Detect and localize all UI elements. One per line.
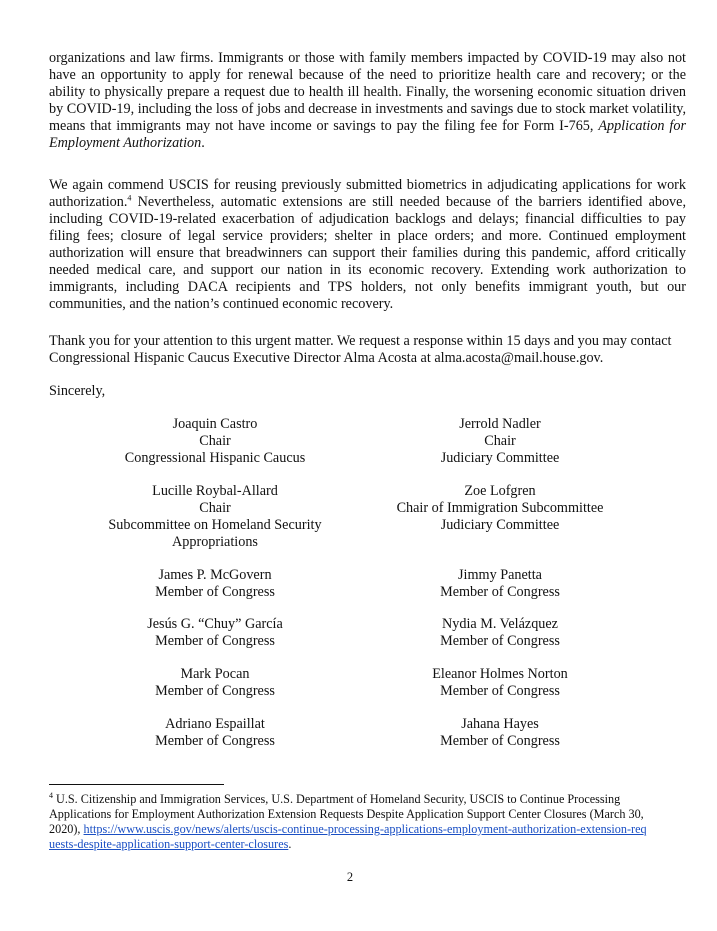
signatory-name: Joaquin Castro xyxy=(172,416,258,432)
footnote-divider xyxy=(49,784,224,785)
footnote xyxy=(49,792,649,852)
signatory-block xyxy=(360,716,640,750)
signatory-block xyxy=(360,483,640,534)
signatory-name: Adriano Espaillat xyxy=(165,716,265,732)
signatory-name: Jimmy Panetta xyxy=(458,567,542,583)
paragraph-1-end: . xyxy=(201,135,205,151)
signatory-block xyxy=(75,416,355,467)
signatory-title: Chair xyxy=(484,433,516,449)
signatory-title: Member of Congress xyxy=(440,733,560,749)
paragraph-economic-barriers xyxy=(49,50,686,152)
signatory-name: Eleanor Holmes Norton xyxy=(432,666,568,682)
paragraph-2-text-after-ref: Nevertheless, automatic extensions are still needed because of the barriers identified above, including COVID-19-related exacerbation of adjudication backlogs and delays; financial difficulties to pay filing fees; closure of legal service providers; shelter in place orders; and more. Continued employment authorization will ensure that breadwinners can support their families during this pandemic, afford critically needed medical care, and support our nation in its economic recovery. Extending work authorization to immigrants, including DACA recipients and TPS holders, not only benefits immigrant youth, but our communities, and the nation’s continued economic recovery. xyxy=(49,194,686,312)
signatory-title: Member of Congress xyxy=(155,633,275,649)
signatory-name: Lucille Roybal-Allard xyxy=(152,483,278,499)
signatory-title: Judiciary Committee xyxy=(440,450,560,466)
signatory-block xyxy=(360,416,640,467)
signatory-block xyxy=(360,666,640,700)
signatory-block xyxy=(75,616,355,650)
signatory-title: Member of Congress xyxy=(440,683,560,699)
closing-salutation: Sincerely, xyxy=(49,383,106,399)
signatory-title: Chair xyxy=(199,500,231,516)
signatory-title: Subcommittee on Homeland Security xyxy=(108,517,322,533)
signatory-name: James P. McGovern xyxy=(158,567,272,583)
signatory-block xyxy=(75,666,355,700)
footnote-source-link[interactable]: https://www.uscis.gov/news/alerts/uscis-continue-processing-applications-employment-authorization-extension-requests-despite-application-support-center-closures xyxy=(49,822,647,851)
page-number: 2 xyxy=(346,870,354,884)
form-name: Application for Employment Authorization xyxy=(49,118,686,151)
footnote-reference: 4 xyxy=(127,193,132,203)
signatory-title: Appropriations xyxy=(172,534,258,550)
signatory-block xyxy=(360,616,640,650)
signatory-name: Mark Pocan xyxy=(180,666,250,682)
footnote-number: 4 xyxy=(49,790,53,800)
signatory-title: Member of Congress xyxy=(155,683,275,699)
signatory-name: Zoe Lofgren xyxy=(464,483,536,499)
paragraph-commend-uscis xyxy=(49,177,686,313)
signatory-title: Chair of Immigration Subcommittee xyxy=(396,500,604,516)
signatory-block xyxy=(75,567,355,601)
signatory-block xyxy=(75,716,355,750)
paragraph-request-response: Thank you for your attention to this urgent matter. We request a response within 15 days and you may contact Congressional Hispanic Caucus Executive Director Alma Acosta at alma.acosta@mail.house.gov. xyxy=(49,333,672,366)
signatory-name: Jahana Hayes xyxy=(461,716,539,732)
signatory-block xyxy=(75,483,355,551)
signatory-name: Nydia M. Velázquez xyxy=(442,616,558,632)
signatory-title: Member of Congress xyxy=(440,584,560,600)
footnote-text: U.S. Citizenship and Immigration Services, U.S. Department of Homeland Security, USCIS to Continue Processing Applications for Employment Authorization Extension Requests Despite Application Support Center Closures (March 30, 2020), xyxy=(49,792,644,836)
signatory-title: Chair xyxy=(199,433,231,449)
signatory-block xyxy=(360,567,640,601)
signatory-title: Member of Congress xyxy=(440,633,560,649)
signatory-name: Jerrold Nadler xyxy=(459,416,541,432)
paragraph-2-text-before-ref: We again commend USCIS for reusing previously submitted biometrics in adjudicating applications for work authorization. xyxy=(49,177,686,210)
signatory-title: Congressional Hispanic Caucus xyxy=(124,450,306,466)
paragraph-1-text: organizations and law firms. Immigrants or those with family members impacted by COVID-19 may also not have an opportunity to apply for renewal because of the need to prioritize health care and recovery; or the ability to physically prepare a request due to health ill health. Finally, the worsening economic situation driven by COVID-19, including the loss of jobs and decrease in investments and savings due to stock market volatility, means that immigrants may not have income or savings to pay the filing fee for Form I-765, xyxy=(49,50,686,134)
signatory-title: Member of Congress xyxy=(155,733,275,749)
footnote-end: . xyxy=(288,837,292,851)
signatory-title: Judiciary Committee xyxy=(440,517,560,533)
signatory-name: Jesús G. “Chuy” García xyxy=(147,616,283,632)
signatory-title: Member of Congress xyxy=(155,584,275,600)
